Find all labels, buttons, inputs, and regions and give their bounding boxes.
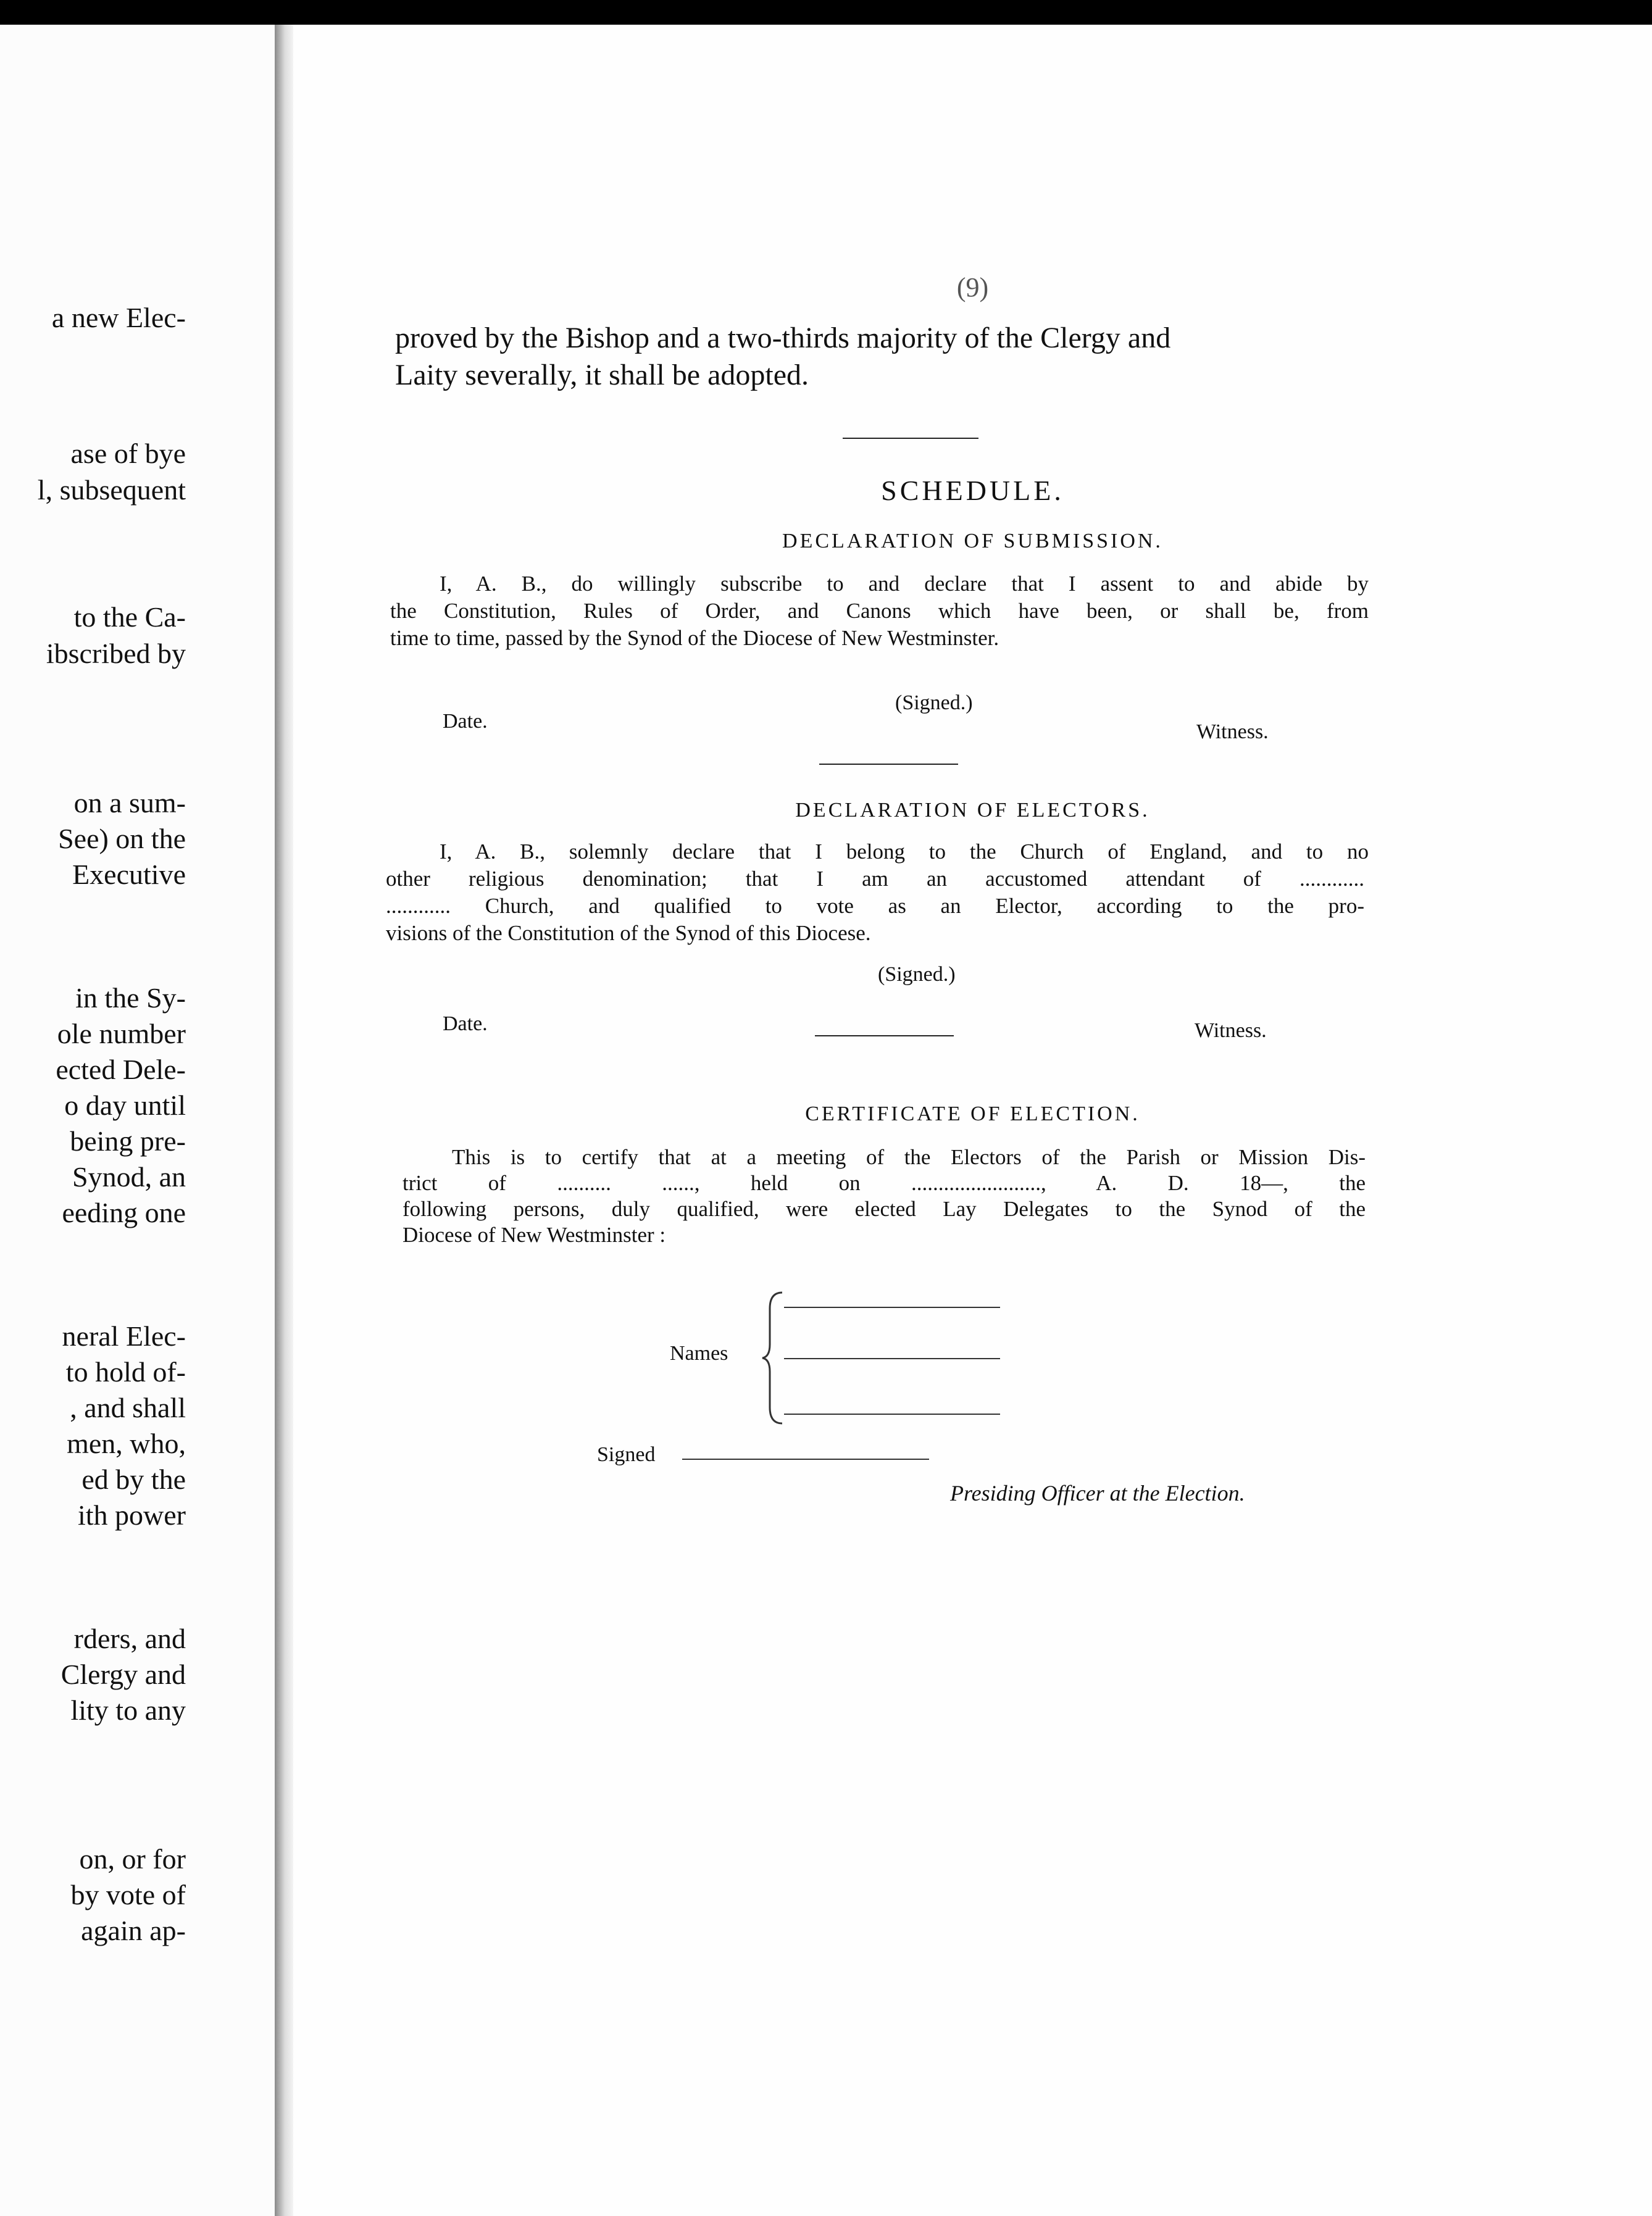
electors-line: visions of the Constitution of the Synod of this Diocese. — [386, 921, 871, 945]
left-line: See) on the — [58, 823, 186, 854]
left-line: men, who, — [67, 1428, 186, 1459]
left-line: by vote of — [70, 1879, 186, 1910]
submission-line: time to time, passed by the Synod of the Diocese of New Westminster. — [390, 626, 999, 650]
left-line: to the Ca- — [73, 601, 186, 633]
signed-label: Signed — [597, 1443, 656, 1466]
schedule-title: SCHEDULE. — [881, 475, 1064, 506]
submission-line: I, A. B., do willingly subscribe to and declare that I assent to and abide by — [440, 572, 1369, 596]
left-line: ase of bye — [70, 438, 186, 469]
section-divider — [815, 1035, 954, 1036]
certificate-line: Diocese of New Westminster : — [403, 1223, 666, 1247]
left-line: ibscribed by — [46, 638, 186, 669]
left-line: eeding one — [62, 1197, 186, 1228]
intro-line: Laity severally, it shall be adopted. — [395, 359, 809, 391]
electors-line: other religious denomination; that I am an accustomed attendant of ............ — [386, 867, 1364, 891]
left-line: l, subsequent — [37, 474, 186, 506]
names-label: Names — [670, 1342, 728, 1365]
left-line: to hold of- — [65, 1356, 186, 1388]
name-line — [784, 1414, 1000, 1415]
left-line: Executive — [72, 859, 186, 890]
electors-line: ............ Church, and qualified to vote as an Elector, according to the pro- — [386, 894, 1364, 918]
left-line: ed by the — [81, 1464, 186, 1495]
left-line: on, or for — [79, 1843, 186, 1875]
name-line — [784, 1358, 1000, 1359]
intro-line: proved by the Bishop and a two-thirds majority of the Clergy and — [395, 322, 1171, 354]
left-line: a new Elec- — [51, 302, 186, 333]
names-brace-icon — [761, 1290, 786, 1426]
left-line: o day until — [64, 1089, 186, 1121]
left-line: rders, and — [73, 1623, 186, 1654]
name-line — [784, 1307, 1000, 1308]
electors-date: Date. — [443, 1012, 488, 1035]
certificate-line: following persons, duly qualified, were elected Lay Delegates to the Synod of the — [403, 1197, 1366, 1221]
submission-signed: (Signed.) — [895, 691, 973, 714]
electors-witness: Witness. — [1195, 1019, 1267, 1042]
page-gutter — [275, 25, 293, 2216]
left-line: Clergy and — [60, 1659, 186, 1690]
electors-heading: DECLARATION OF ELECTORS. — [795, 799, 1150, 822]
submission-line: the Constitution, Rules of Order, and Canons which have been, or shall be, from — [390, 599, 1369, 623]
submission-witness: Witness. — [1196, 720, 1269, 743]
certificate-line: trict of .......... ......, held on ........................, A. D. 18—, the — [403, 1171, 1366, 1195]
right-page — [293, 25, 1652, 2216]
certificate-line: This is to certify that at a meeting of the Electors of the Parish or Mission Dis- — [452, 1145, 1366, 1169]
section-divider — [819, 764, 958, 765]
page-number: (9) — [956, 272, 989, 302]
left-line: ected Dele- — [56, 1054, 186, 1085]
signature-line — [682, 1459, 929, 1460]
presiding-officer-label: Presiding Officer at the Election. — [950, 1481, 1245, 1506]
electors-signed: (Signed.) — [878, 963, 956, 986]
left-line: ith power — [77, 1499, 186, 1531]
left-line: on a sum- — [73, 787, 186, 819]
left-page — [0, 25, 275, 2216]
section-divider — [843, 438, 978, 439]
certificate-heading: CERTIFICATE OF ELECTION. — [805, 1102, 1140, 1125]
submission-date: Date. — [443, 710, 488, 733]
left-line: , and shall — [70, 1392, 186, 1423]
left-line: ole number — [57, 1018, 186, 1049]
left-line: in the Sy- — [75, 982, 186, 1014]
left-line: lity to any — [70, 1694, 186, 1726]
submission-heading: DECLARATION OF SUBMISSION. — [782, 530, 1163, 552]
left-line: again ap- — [81, 1915, 186, 1946]
electors-line: I, A. B., solemnly declare that I belong to the Church of England, and to no — [440, 839, 1369, 864]
left-line: Synod, an — [72, 1161, 186, 1193]
left-line: neral Elec- — [62, 1320, 186, 1352]
left-line: being pre- — [70, 1125, 186, 1157]
